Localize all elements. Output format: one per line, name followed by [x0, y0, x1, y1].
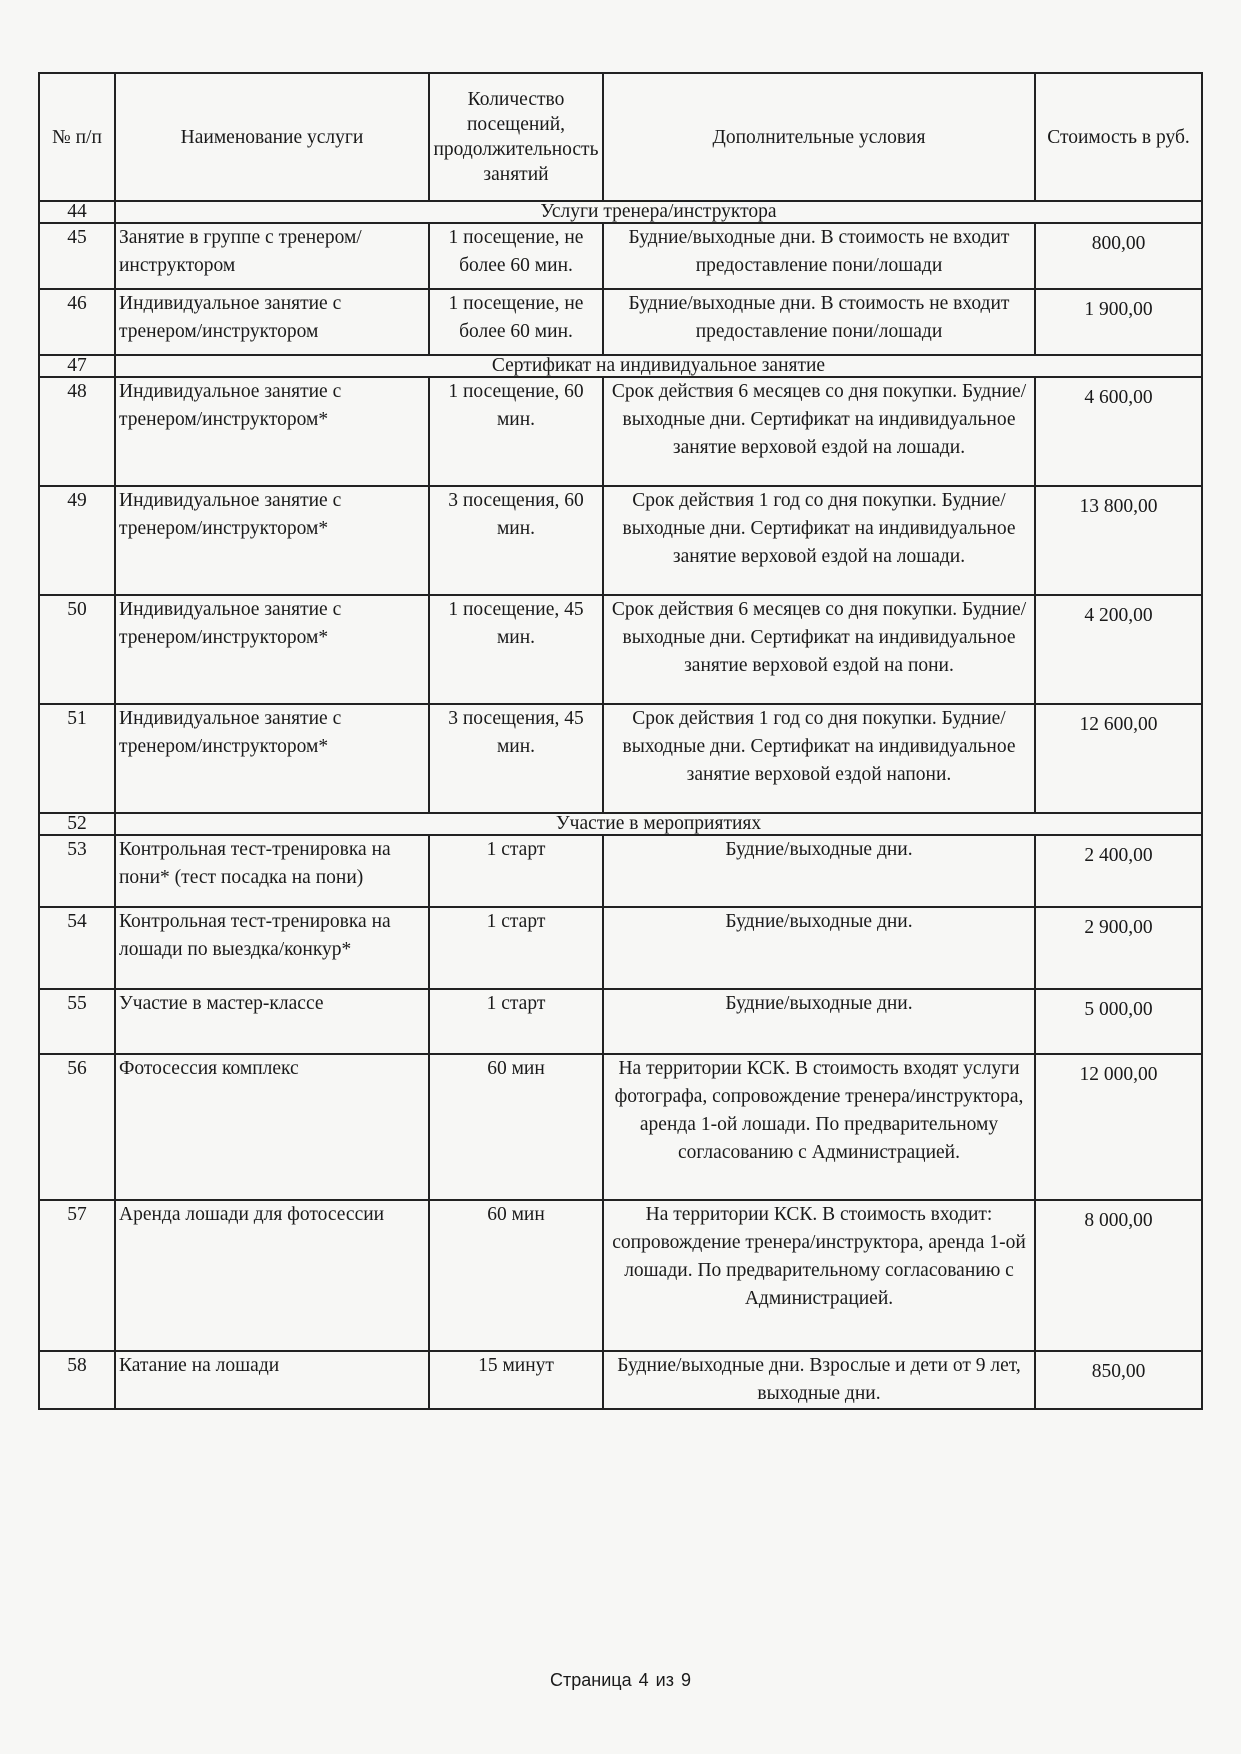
quantity-duration: 3 посещения, 45 мин.: [429, 704, 603, 813]
price: 12 600,00: [1035, 704, 1202, 813]
additional-conditions: На территории КСК. В стоимость входят услуги фотографа, сопровождение тренера/инструктора, аренда 1-ой лошади. По предварительному согласованию с Администрацией.: [603, 1054, 1035, 1200]
additional-conditions: Будние/выходные дни.: [603, 989, 1035, 1054]
price: 2 900,00: [1035, 907, 1202, 989]
row-number: 47: [39, 355, 115, 377]
additional-conditions: Срок действия 6 месяцев со дня покупки. Будние/выходные дни. Сертификат на индивидуальное занятие верховой ездой на пони.: [603, 595, 1035, 704]
price: 8 000,00: [1035, 1200, 1202, 1351]
additional-conditions: Будние/выходные дни. В стоимость не входит предоставление пони/лошади: [603, 289, 1035, 355]
header-quantity-duration: Количество посещений, продолжительность занятий: [429, 73, 603, 201]
quantity-duration: 1 посещение, 45 мин.: [429, 595, 603, 704]
row-number: 45: [39, 223, 115, 289]
header-additional-conditions: Дополнительные условия: [603, 73, 1035, 201]
row-number: 49: [39, 486, 115, 595]
service-name: Индивидуальное занятие с тренером/инструктором: [115, 289, 429, 355]
service-name: Катание на лошади: [115, 1351, 429, 1409]
additional-conditions: Будние/выходные дни.: [603, 907, 1035, 989]
price: 850,00: [1035, 1351, 1202, 1409]
page-total: 9: [680, 1670, 691, 1690]
additional-conditions: Срок действия 6 месяцев со дня покупки. Будние/выходные дни. Сертификат на индивидуальное занятие верховой ездой на лошади.: [603, 377, 1035, 486]
table-row: [39, 1054, 1202, 1200]
row-number: 55: [39, 989, 115, 1054]
service-name: Аренда лошади для фотосессии: [115, 1200, 429, 1351]
service-name: Фотосессия комплекс: [115, 1054, 429, 1200]
service-name: Занятие в группе с тренером/инструктором: [115, 223, 429, 289]
row-number: 57: [39, 1200, 115, 1351]
price: 4 600,00: [1035, 377, 1202, 486]
price-table: [38, 72, 1203, 1410]
price: 12 000,00: [1035, 1054, 1202, 1200]
table-row: [39, 907, 1202, 989]
header-price: Стоимость в руб.: [1035, 73, 1202, 201]
quantity-duration: 1 старт: [429, 907, 603, 989]
page-separator: из: [655, 1670, 674, 1690]
table-row: [39, 377, 1202, 486]
table-header-row: [39, 73, 1202, 201]
table-row: [39, 1200, 1202, 1351]
quantity-duration: 1 посещение, не более 60 мин.: [429, 223, 603, 289]
table-row: [39, 1351, 1202, 1409]
price: 5 000,00: [1035, 989, 1202, 1054]
service-name: Индивидуальное занятие с тренером/инструктором*: [115, 704, 429, 813]
quantity-duration: 1 посещение, 60 мин.: [429, 377, 603, 486]
page-current: 4: [638, 1670, 649, 1690]
table-row: [39, 835, 1202, 907]
service-name: Участие в мастер-классе: [115, 989, 429, 1054]
table-row: [39, 486, 1202, 595]
section-row: [39, 201, 1202, 223]
service-name: Индивидуальное занятие с тренером/инструктором*: [115, 377, 429, 486]
row-number: 54: [39, 907, 115, 989]
section-title: Услуги тренера/инструктора: [115, 201, 1202, 223]
row-number: 51: [39, 704, 115, 813]
table-row: [39, 595, 1202, 704]
section-title: Сертификат на индивидуальное занятие: [115, 355, 1202, 377]
quantity-duration: 1 посещение, не более 60 мин.: [429, 289, 603, 355]
row-number: 50: [39, 595, 115, 704]
row-number: 56: [39, 1054, 115, 1200]
additional-conditions: Будние/выходные дни. Взрослые и дети от 9 лет, выходные дни.: [603, 1351, 1035, 1409]
service-name: Контрольная тест-тренировка на лошади по выездка/конкур*: [115, 907, 429, 989]
header-num: № п/п: [39, 73, 115, 201]
row-number: 53: [39, 835, 115, 907]
price: 2 400,00: [1035, 835, 1202, 907]
section-row: [39, 355, 1202, 377]
page-footer: [0, 1670, 1241, 1691]
table-body: [39, 201, 1202, 1409]
price: 800,00: [1035, 223, 1202, 289]
price: 13 800,00: [1035, 486, 1202, 595]
header-service-name: Наименование услуги: [115, 73, 429, 201]
quantity-duration: 60 мин: [429, 1054, 603, 1200]
row-number: 48: [39, 377, 115, 486]
additional-conditions: Срок действия 1 год со дня покупки. Будние/выходные дни. Сертификат на индивидуальное занятие верховой ездой напони.: [603, 704, 1035, 813]
additional-conditions: Срок действия 1 год со дня покупки. Будние/выходные дни. Сертификат на индивидуальное занятие верховой ездой на лошади.: [603, 486, 1035, 595]
quantity-duration: 1 старт: [429, 835, 603, 907]
quantity-duration: 60 мин: [429, 1200, 603, 1351]
additional-conditions: Будние/выходные дни. В стоимость не входит предоставление пони/лошади: [603, 223, 1035, 289]
row-number: 44: [39, 201, 115, 223]
quantity-duration: 15 минут: [429, 1351, 603, 1409]
section-row: [39, 813, 1202, 835]
table-row: [39, 704, 1202, 813]
quantity-duration: 1 старт: [429, 989, 603, 1054]
service-name: Контрольная тест-тренировка на пони* (тест посадка на пони): [115, 835, 429, 907]
price: 4 200,00: [1035, 595, 1202, 704]
page-label: Страница: [550, 1670, 632, 1690]
row-number: 58: [39, 1351, 115, 1409]
service-name: Индивидуальное занятие с тренером/инструктором*: [115, 486, 429, 595]
section-title: Участие в мероприятиях: [115, 813, 1202, 835]
price: 1 900,00: [1035, 289, 1202, 355]
additional-conditions: На территории КСК. В стоимость входит: сопровождение тренера/инструктора, аренда 1-ой лошади. По предварительному согласованию с Администрацией.: [603, 1200, 1035, 1351]
service-name: Индивидуальное занятие с тренером/инструктором*: [115, 595, 429, 704]
additional-conditions: Будние/выходные дни.: [603, 835, 1035, 907]
table-row: [39, 223, 1202, 289]
table-row: [39, 989, 1202, 1054]
table-row: [39, 289, 1202, 355]
quantity-duration: 3 посещения, 60 мин.: [429, 486, 603, 595]
row-number: 46: [39, 289, 115, 355]
row-number: 52: [39, 813, 115, 835]
